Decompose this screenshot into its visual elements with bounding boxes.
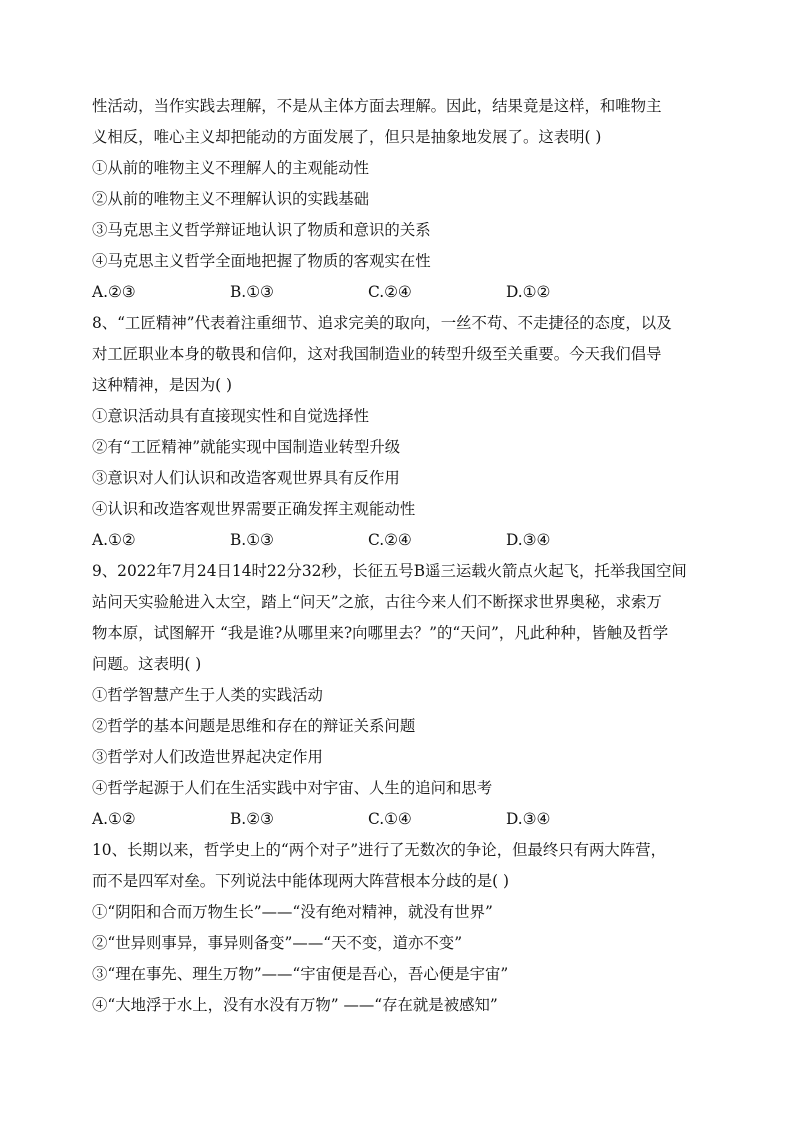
option-a[interactable]: A.①② <box>92 531 136 549</box>
option-c[interactable]: C.①④ <box>368 810 412 828</box>
statement-3: ③意识对人们认识和改造客观世界具有反作用 <box>92 469 400 487</box>
question-10 <box>92 835 708 1021</box>
option-b[interactable]: B.①③ <box>230 531 274 549</box>
answer-options <box>92 804 708 835</box>
statement-3: ③“理在事先、理生万物”——“宇宙便是吾心，吾心便是宇宙” <box>92 965 509 983</box>
statement-3: ③马克思主义哲学辩证地认识了物质和意识的关系 <box>92 221 431 239</box>
question-8 <box>92 308 708 556</box>
question-7 <box>92 91 708 308</box>
option-b[interactable]: B.①③ <box>230 283 274 301</box>
statement-1: ①“阴阳和合而万物生长”——“没有绝对精神，就没有世界” <box>92 903 493 921</box>
option-d[interactable]: D.③④ <box>506 810 551 828</box>
question-stem-line: 10、长期以来，哲学史上的“两个对子”进行了无数次的争论，但最终只有两大阵营， <box>92 841 666 859</box>
statement-1: ①意识活动具有直接现实性和自觉选择性 <box>92 407 370 425</box>
statement-4: ④哲学起源于人们在生活实践中对宇宙、人生的追问和思考 <box>92 779 493 797</box>
statement-2: ②有“工匠精神”就能实现中国制造业转型升级 <box>92 438 401 456</box>
answer-options <box>92 525 708 556</box>
option-b[interactable]: B.②③ <box>230 810 274 828</box>
option-d[interactable]: D.③④ <box>506 531 551 549</box>
statement-2: ②哲学的基本问题是思维和存在的辩证关系问题 <box>92 717 416 735</box>
question-content <box>92 91 708 1021</box>
question-stem-line: 对工匠职业本身的敬畏和信仰，这对我国制造业的转型升级至关重要。今天我们倡导 <box>92 345 662 363</box>
statement-4: ④马克思主义哲学全面地把握了物质的客观实在性 <box>92 252 431 270</box>
statement-1: ①从前的唯物主义不理解人的主观能动性 <box>92 159 370 177</box>
statement-3: ③哲学对人们改造世界起决定作用 <box>92 748 323 766</box>
statement-4: ④认识和改造客观世界需要正确发挥主观能动性 <box>92 500 416 518</box>
option-c[interactable]: C.②④ <box>368 283 412 301</box>
question-stem-line: 物本原，试图解开 “我是谁?从哪里来?向哪里去？”的“天问”，凡此种种，皆触及哲学 <box>92 624 669 642</box>
question-9 <box>92 556 708 835</box>
question-stem-line: 而不是四军对垒。下列说法中能体现两大阵营根本分歧的是( ) <box>92 872 510 890</box>
question-stem-line: 这种精神，是因为( ) <box>92 376 233 394</box>
question-stem-line: 站问天实验舱进入太空，踏上“问天”之旅，古往今来人们不断探求世界奥秘，求索万 <box>92 593 662 611</box>
option-c[interactable]: C.②④ <box>368 531 412 549</box>
question-stem-line: 性活动，当作实践去理解，不是从主体方面去理解。因此，结果竟是这样，和唯物主 <box>92 97 662 115</box>
option-d[interactable]: D.①② <box>506 283 551 301</box>
answer-options <box>92 277 708 308</box>
statement-2: ②从前的唯物主义不理解认识的实践基础 <box>92 190 370 208</box>
question-stem-line: 问题。这表明( ) <box>92 655 202 673</box>
option-a[interactable]: A.②③ <box>92 283 136 301</box>
statement-2: ②“世异则事异，事异则备变”——“天不变，道亦不变” <box>92 934 463 952</box>
statement-1: ①哲学智慧产生于人类的实践活动 <box>92 686 323 704</box>
question-stem-line: 义相反，唯心主义却把能动的方面发展了，但只是抽象地发展了。这表明( ) <box>92 128 602 146</box>
option-a[interactable]: A.①② <box>92 810 136 828</box>
question-stem-line: 8、“工匠精神”代表着注重细节、追求完美的取向，一丝不苟、不走捷径的态度，以及 <box>92 314 672 332</box>
statement-4: ④“大地浮于水上，没有水没有万物” ——“存在就是被感知” <box>92 996 498 1014</box>
question-stem-line: 9、2022年7月24日14时22分32秒，长征五号B遥三运载火箭点火起飞，托举我国空间 <box>92 562 687 580</box>
